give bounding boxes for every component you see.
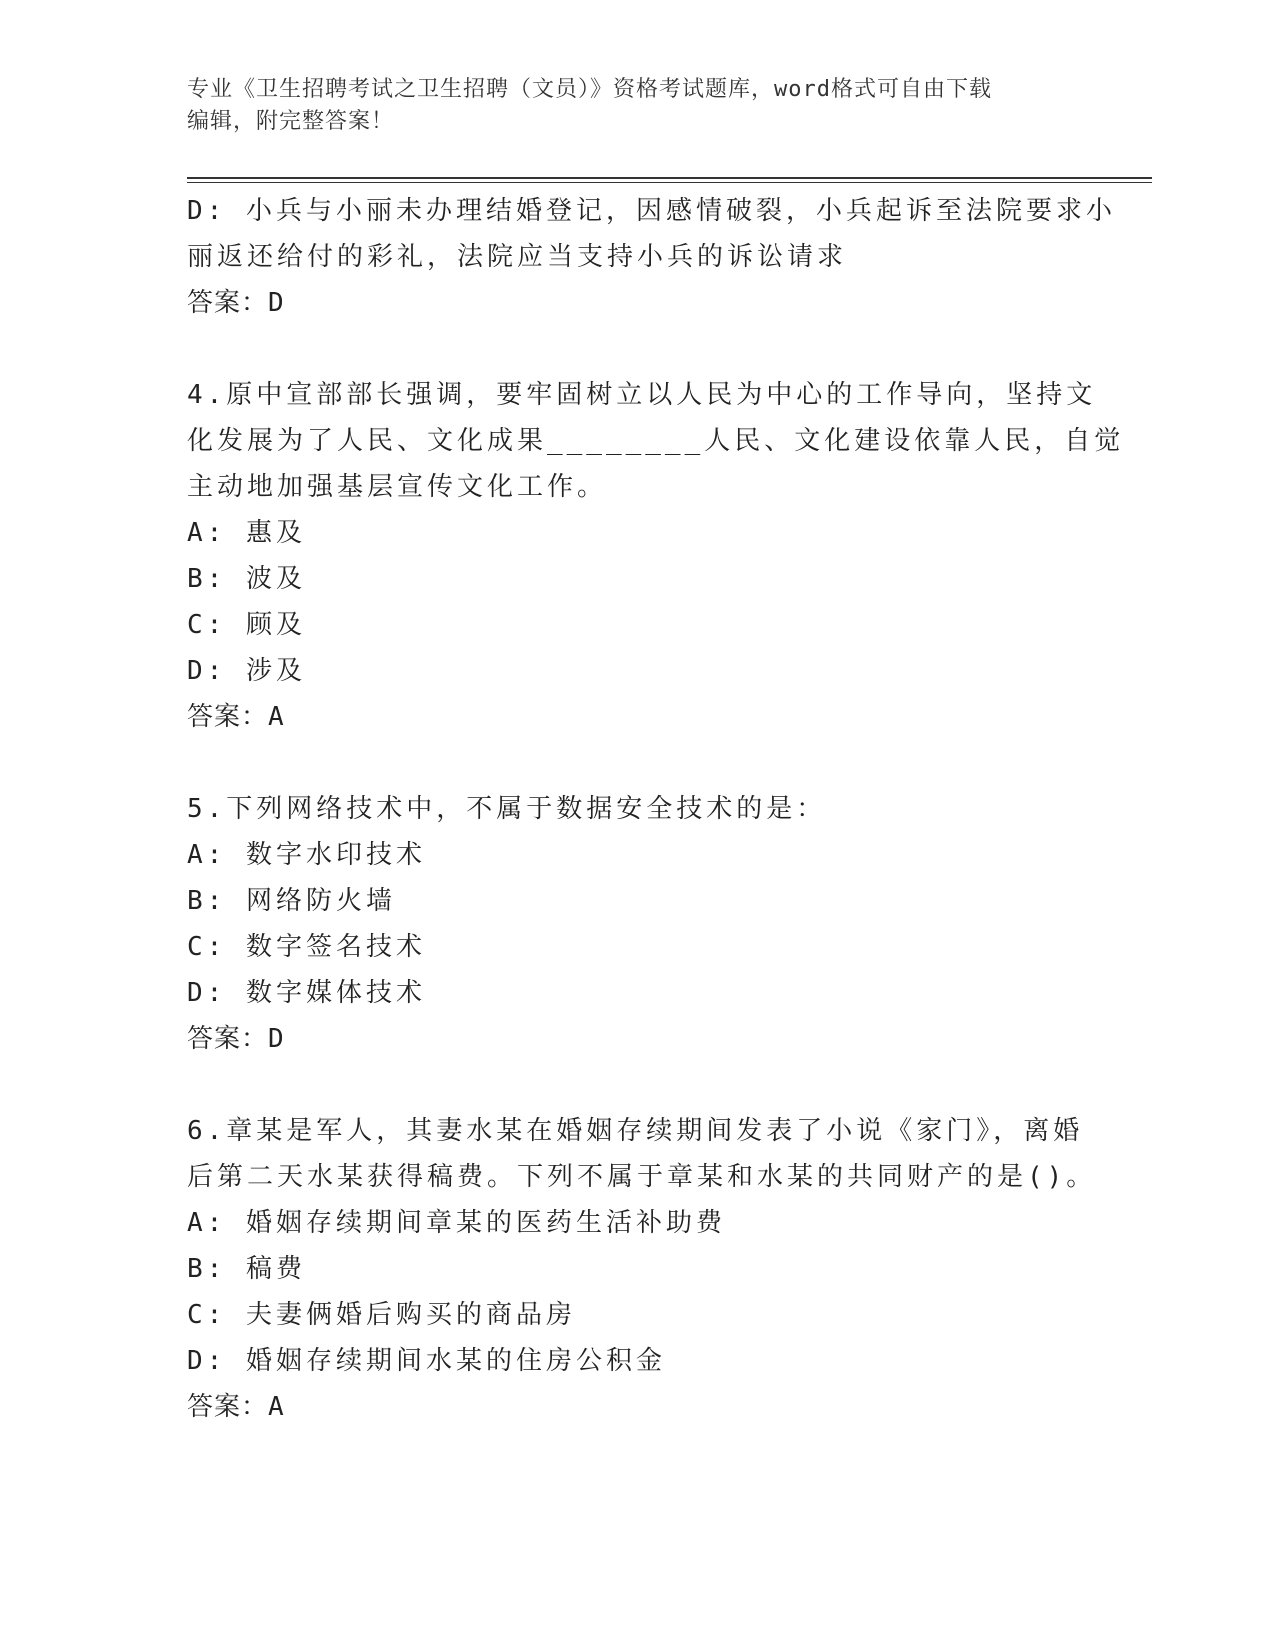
- answer-label: 答案：D: [187, 288, 285, 318]
- option-a: A: 数字水印技术: [187, 840, 426, 870]
- spacer: [187, 1062, 1087, 1108]
- answer-label: 答案：A: [187, 702, 285, 732]
- option-c: C: 顾及: [187, 610, 306, 640]
- question-stem-line-1: 6.章某是军人，其妻水某在婚姻存续期间发表了小说《家门》，离婚: [187, 1116, 1084, 1146]
- option-d-line-1: D: 小兵与小丽未办理结婚登记，因感情破裂，小兵起诉至法院要求小: [187, 196, 1116, 226]
- question-stem-line-3: 主动地加强基层宣传文化工作。: [187, 472, 608, 502]
- option-d: D: 数字媒体技术: [187, 978, 426, 1008]
- question-stem-line-1: 4.原中宣部部长强调，要牢固树立以人民为中心的工作导向，坚持文: [187, 380, 1097, 410]
- document-header: [187, 74, 1067, 138]
- option-c: C: 数字签名技术: [187, 932, 426, 962]
- option-d: D: 婚姻存续期间水某的住房公积金: [187, 1346, 666, 1376]
- header-divider-thin: [187, 182, 1152, 183]
- question-6: [187, 1108, 1097, 1430]
- option-d-line-2: 丽返还给付的彩礼，法院应当支持小兵的诉讼请求: [187, 242, 848, 272]
- option-b: B: 稿费: [187, 1254, 306, 1284]
- option-c: C: 夫妻俩婚后购买的商品房: [187, 1300, 576, 1330]
- question-5: [187, 786, 1087, 1062]
- question-4: [187, 372, 1125, 740]
- answer-label: 答案：D: [187, 1024, 285, 1054]
- question-3: [187, 188, 1116, 326]
- header-divider-thick: [187, 177, 1152, 179]
- spacer: [187, 326, 1087, 372]
- spacer: [187, 740, 1087, 786]
- header-line-1: 专业《卫生招聘考试之卫生招聘（文员）》资格考试题库，word格式可自由下载: [187, 77, 992, 102]
- option-b: B: 网络防火墙: [187, 886, 396, 916]
- option-d: D: 涉及: [187, 656, 306, 686]
- answer-label: 答案：A: [187, 1392, 285, 1422]
- option-a: A: 惠及: [187, 518, 306, 548]
- header-line-2: 编辑，附完整答案！: [187, 109, 395, 134]
- question-stem-line-2: 化发展为了人民、文化成果________人民、文化建设依靠人民，自觉: [187, 426, 1125, 456]
- question-stem-line-1: 5.下列网络技术中，不属于数据安全技术的是：: [187, 794, 827, 824]
- question-stem-line-2: 后第二天水某获得稿费。下列不属于章某和水某的共同财产的是()。: [187, 1162, 1097, 1192]
- question-list: [187, 188, 1125, 1430]
- option-b: B: 波及: [187, 564, 306, 594]
- option-a: A: 婚姻存续期间章某的医药生活补助费: [187, 1208, 726, 1238]
